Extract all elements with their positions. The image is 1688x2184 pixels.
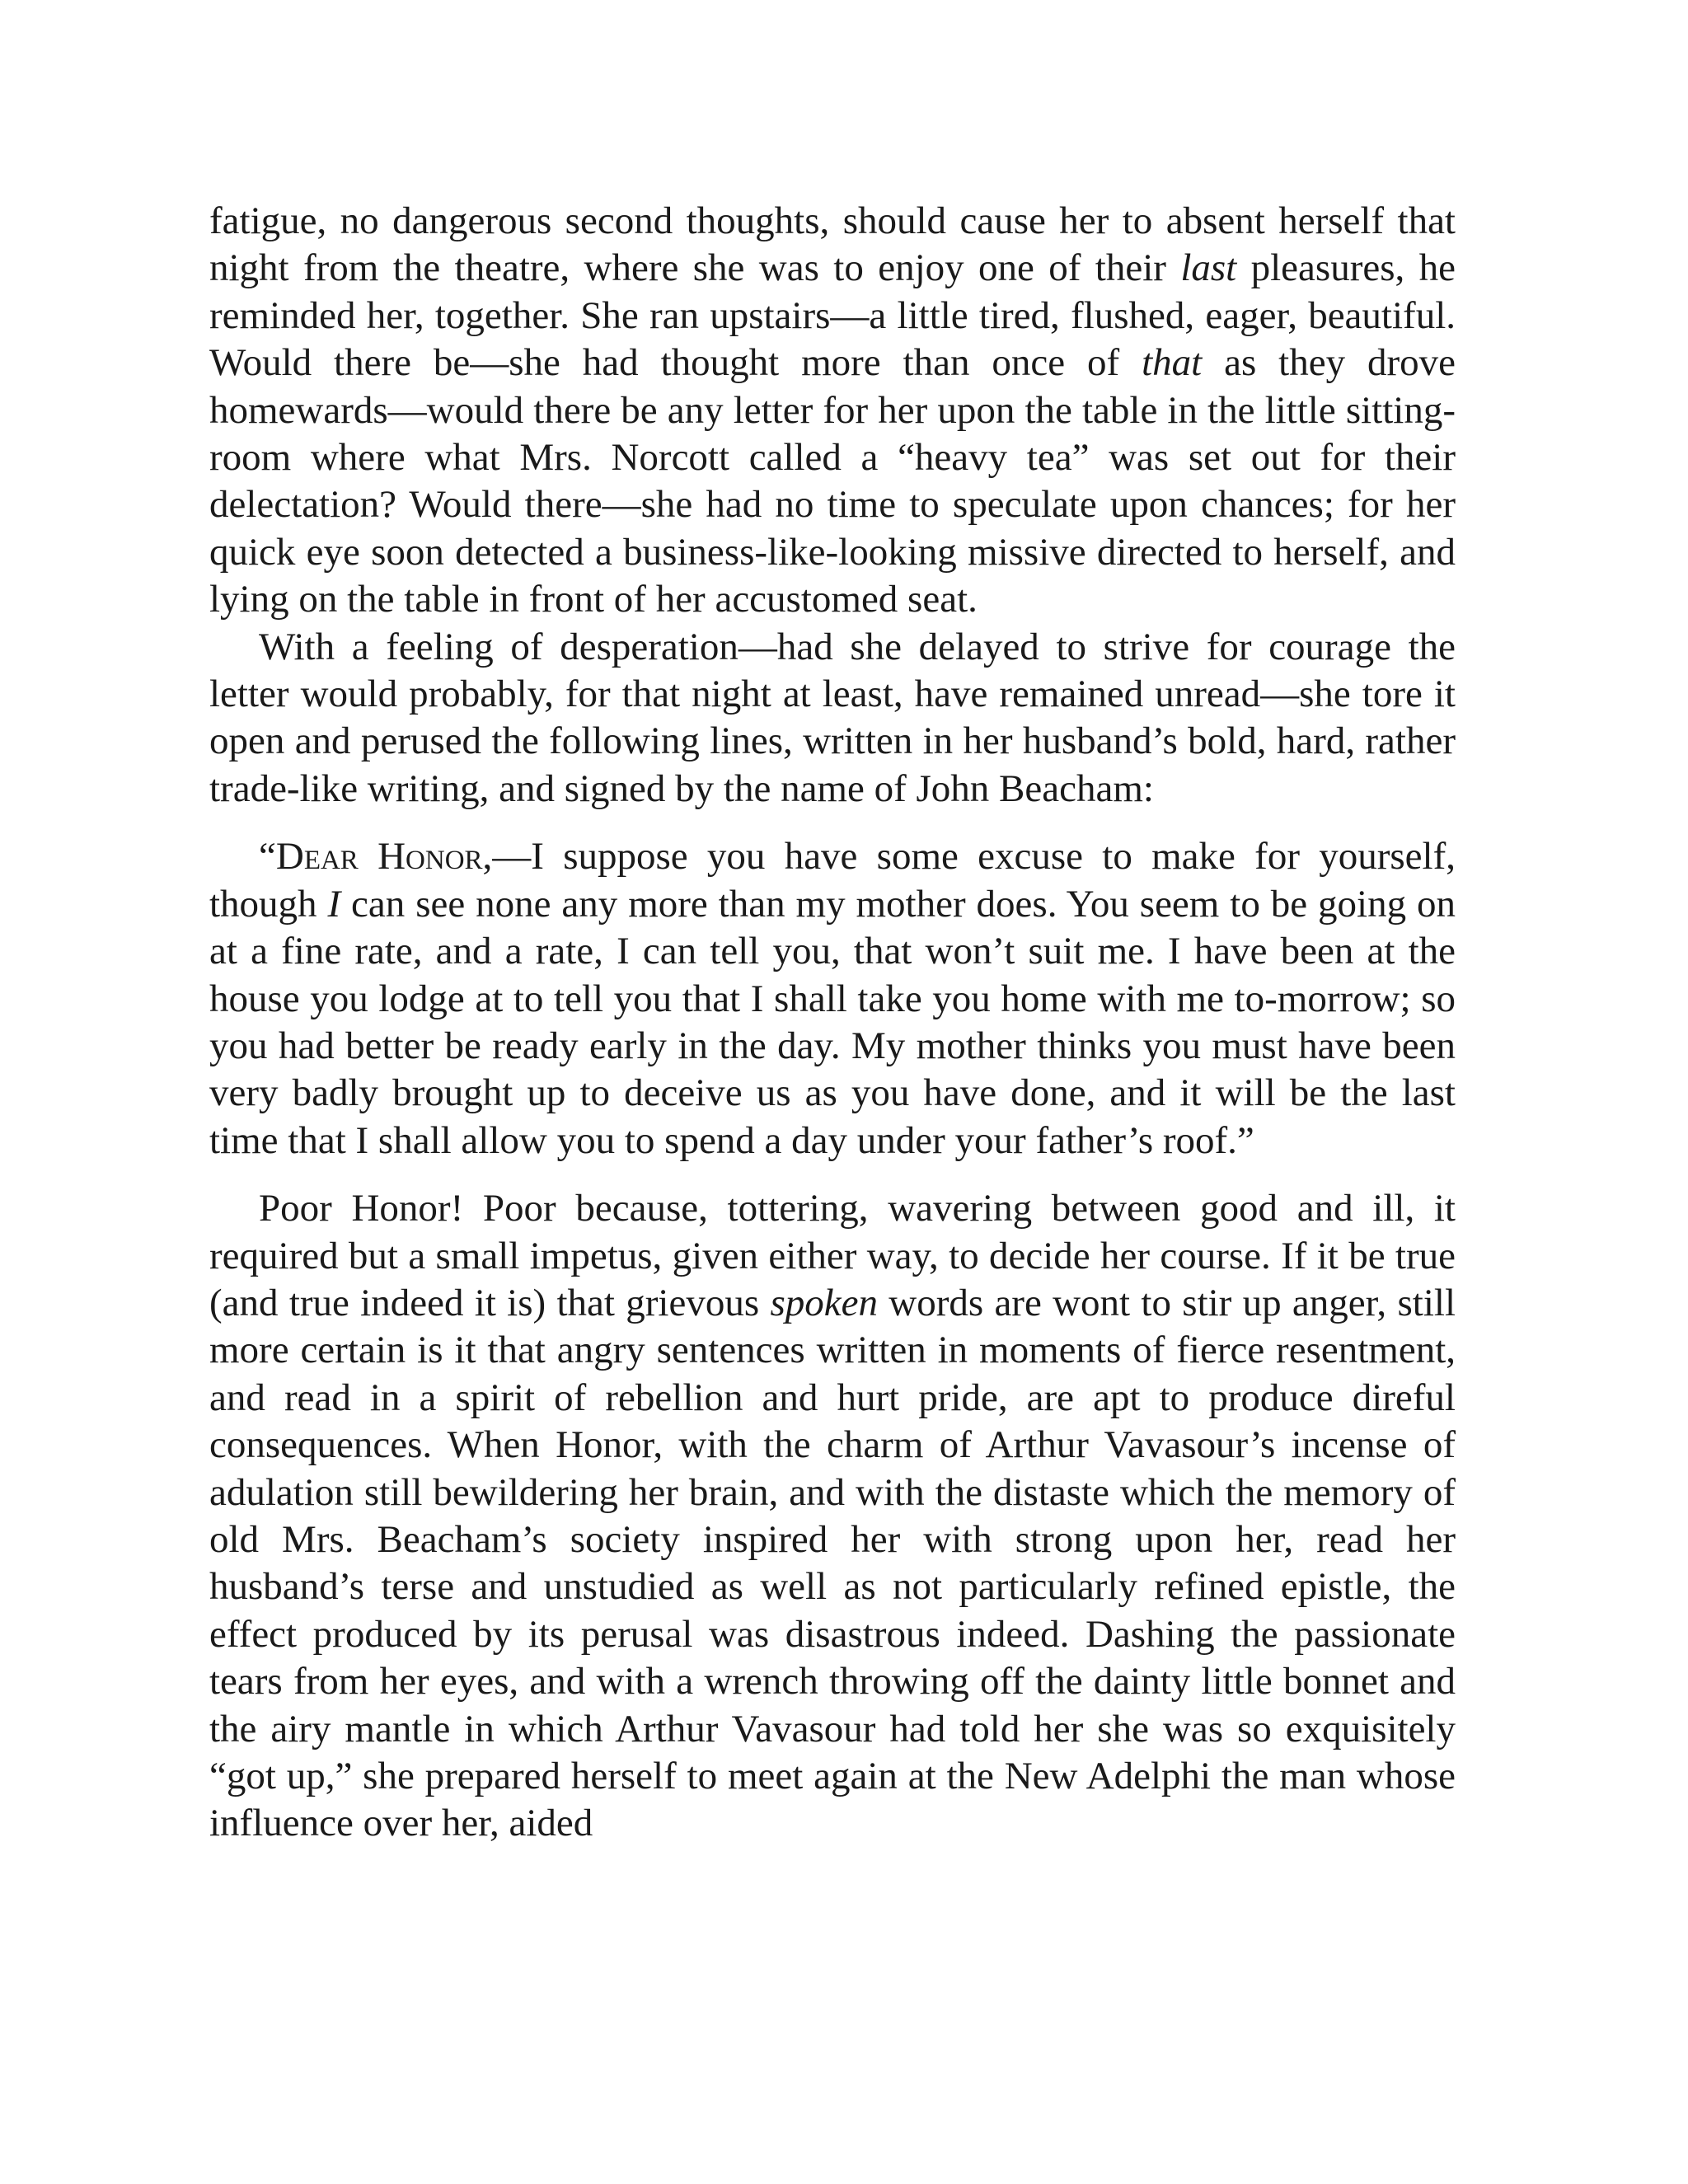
- text-run: ,—I suppose you have some excuse to make for yourself, though: [209, 835, 1456, 926]
- text-run: Poor Honor! Poor because, tottering, wavering between good and ill, it required but a small impetus, given either way, to decide her course. If it be true (and true indeed it is) that grievous: [209, 1187, 1456, 1324]
- italic-text: that: [1142, 341, 1203, 385]
- text-run: fatigue, no dangerous second thoughts, should cause her to absent herself that night from the theatre, where she was to enjoy one of their: [209, 199, 1456, 290]
- paragraph: [209, 624, 1456, 813]
- page-body: [209, 198, 1456, 1848]
- italic-text: spoken: [770, 1281, 878, 1324]
- text-run: can see none any more than my mother does. You seem to be going on at a fine rate, and a rate, I can tell you, that won’t suit me. I have been at the house you lodge at to tell you that I shall take you home with me to-morrow; so you had better be ready early in the day. My mother thinks you must have been very badly brought up to deceive us as you have done, and it will be the last time that I shall allow you to spend a day under your father’s roof.”: [209, 882, 1456, 1162]
- text-run: With a feeling of desperation—had she delayed to strive for courage the letter would probably, for that night at least, have remained unread—she tore it open and perused the following lines, written in her husband’s bold, hard, rather trade-like writing, and signed by the name of John Beacham:: [209, 625, 1456, 810]
- italic-text: I: [327, 882, 341, 926]
- text-run: as they drove homewards—would there be any letter for her upon the table in the little sitting-room where what Mrs. Norcott called a “heavy tea” was set out for their delectation? Would there—she had no time to speculate upon chances; for her quick eye soon detected a business-like-looking missive directed to herself, and lying on the table in front of her accustomed seat.: [209, 341, 1456, 621]
- text-run: words are wont to stir up anger, still more certain is it that angry sentences written in moments of fierce resentment, and read in a spirit of rebellion and hurt pride, are apt to produce direful consequences. When Honor, with the charm of Arthur Vavasour’s incense of adulation still bewildering her brain, and with the distaste which the memory of old Mrs. Beacham’s society inspired her with strong upon her, read her husband’s terse and unstudied as well as not particularly refined epistle, the effect produced by its perusal was disastrous indeed. Dashing the passionate tears from her eyes, and with a wrench throwing off the dainty little bonnet and the airy mantle in which Arthur Vavasour had told her she was so exquisitely “got up,” she prepared herself to meet again at the New Adelphi the man whose influence over her, aided: [209, 1281, 1456, 1845]
- paragraph: [209, 1185, 1456, 1848]
- italic-text: last: [1180, 246, 1237, 290]
- text-run: “: [259, 835, 276, 879]
- salutation-text: Dear Honor: [275, 835, 483, 879]
- text-run: pleasures, he reminded her, together. She ran upstairs—a little tired, flushed, eager, beautiful. Would there be—she had thought more than once of: [209, 246, 1456, 385]
- letter-paragraph: [209, 833, 1456, 1165]
- paragraph: [209, 198, 1456, 624]
